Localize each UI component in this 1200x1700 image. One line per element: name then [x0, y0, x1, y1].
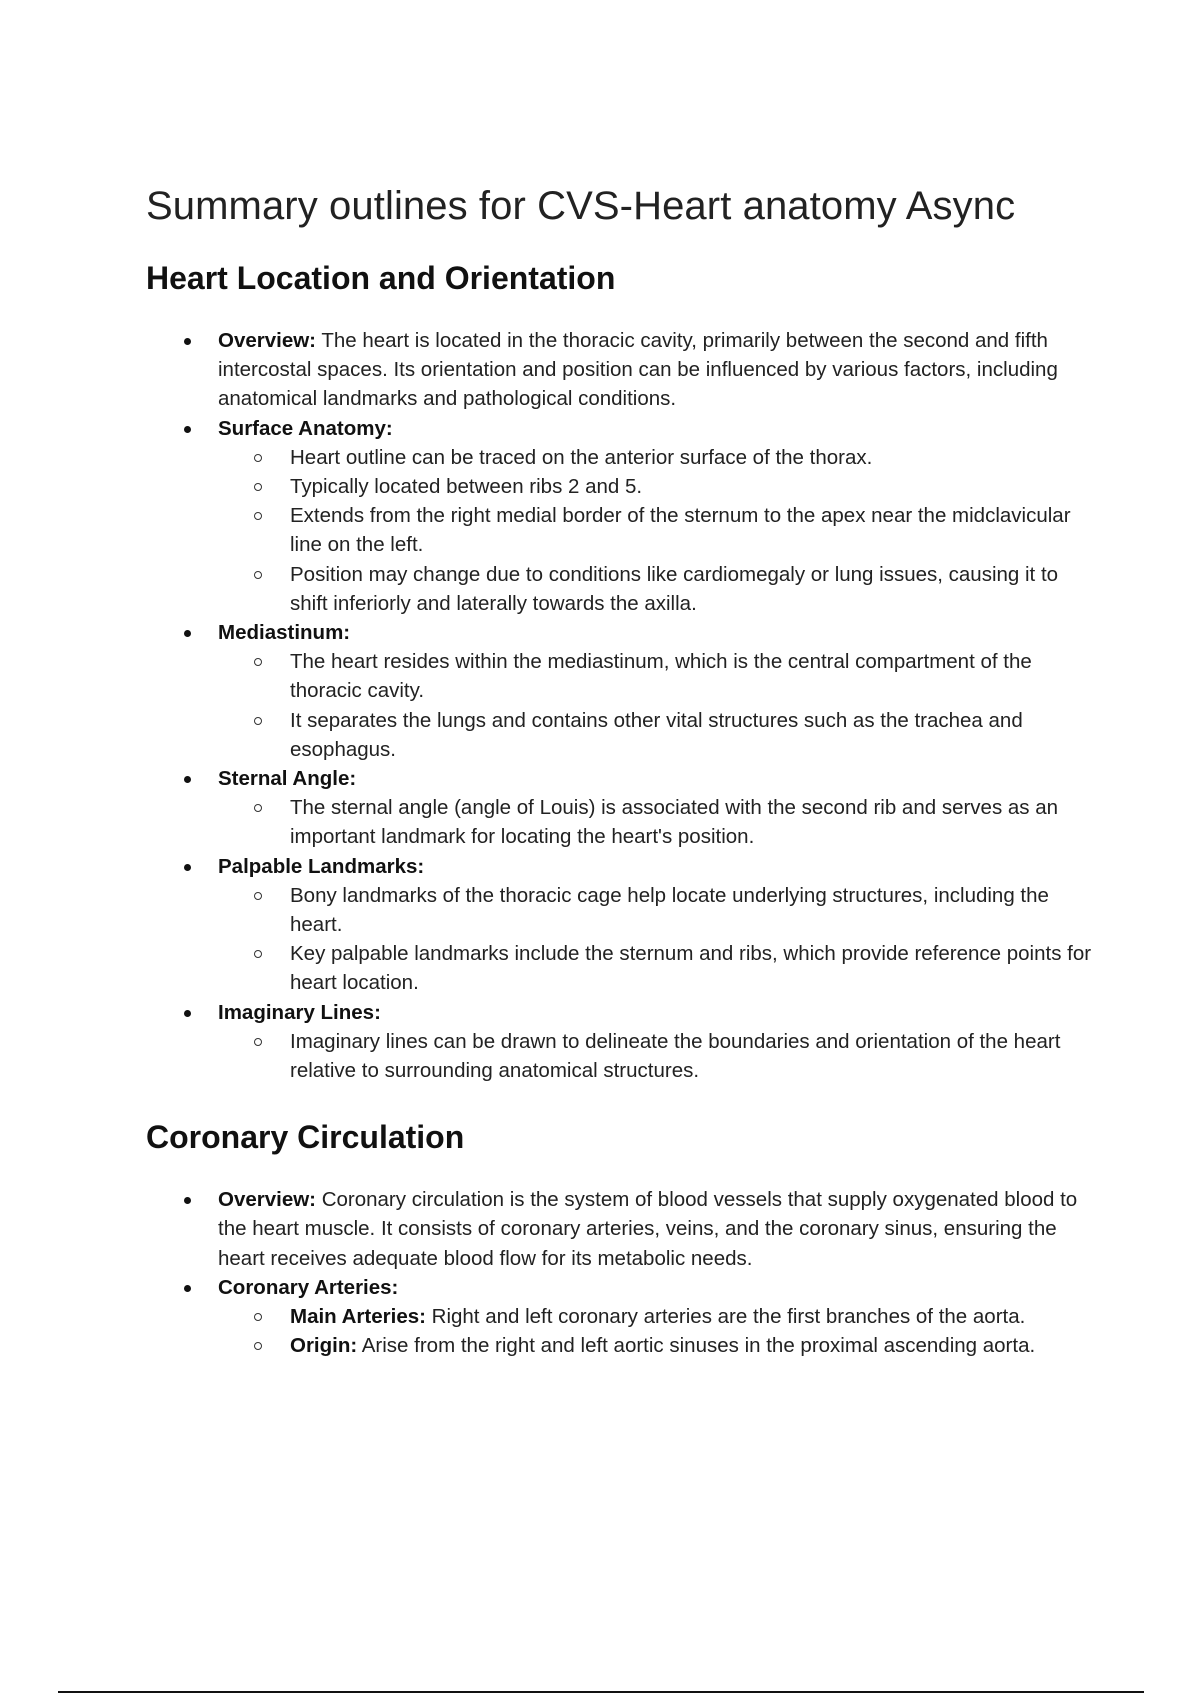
list-item-surface-anatomy: [146, 414, 1096, 618]
footer-divider: [58, 1691, 1144, 1693]
sub-list-item-main-arteries: [218, 1302, 1096, 1331]
section-heading-coronary-circulation: Coronary Circulation: [146, 1119, 465, 1156]
coronary-circulation-list: [146, 1185, 1096, 1360]
heart-location-list: [146, 326, 1096, 1085]
sub-list: [218, 793, 1096, 851]
sub-list-item: Imaginary lines can be drawn to delineate the boundaries and orientation of the heart relative to surrounding anatomical structures.: [218, 1027, 1096, 1085]
item-label: Mediastinum:: [218, 621, 351, 645]
list-item-palpable-landmarks: [146, 852, 1096, 998]
sub-item-label: Main Arteries:: [290, 1305, 426, 1329]
sub-list-item-origin: [218, 1331, 1096, 1360]
list-item-coronary-arteries: [146, 1273, 1096, 1361]
item-label: Surface Anatomy:: [218, 416, 393, 440]
sub-list-item: It separates the lungs and contains other vital structures such as the trachea and esophagus.: [218, 706, 1096, 764]
sub-item-label: Origin:: [290, 1334, 358, 1358]
list-item-imaginary-lines: [146, 998, 1096, 1086]
list-item-overview: [146, 1185, 1096, 1273]
sub-list-item: Typically located between ribs 2 and 5.: [218, 472, 1096, 501]
item-label: Sternal Angle:: [218, 767, 357, 791]
sub-list-item: The sternal angle (angle of Louis) is associated with the second rib and serves as an important landmark for locating the heart's position.: [218, 793, 1096, 851]
sub-list-item: Position may change due to conditions like cardiomegaly or lung issues, causing it to shift inferiorly and laterally towards the axilla.: [218, 560, 1096, 618]
document-title: Summary outlines for CVS-Heart anatomy Async: [146, 184, 1016, 228]
sub-item-text: Arise from the right and left aortic sinuses in the proximal ascending aorta.: [357, 1334, 1036, 1358]
sub-list: [218, 443, 1096, 618]
item-text: Coronary circulation is the system of blood vessels that supply oxygenated blood to the heart muscle. It consists of coronary arteries, veins, and the coronary sinus, ensuring the heart receives adequate blood flow for its metabolic needs.: [218, 1188, 1078, 1270]
sub-list-item: Key palpable landmarks include the sternum and ribs, which provide reference points for heart location.: [218, 939, 1096, 997]
item-label: Palpable Landmarks:: [218, 854, 425, 878]
sub-list: [218, 881, 1096, 998]
item-label: Coronary Arteries:: [218, 1275, 399, 1299]
item-label: Overview:: [218, 329, 316, 352]
list-item-sternal-angle: [146, 764, 1096, 852]
document-page: [146, 180, 1096, 1361]
item-label: Imaginary Lines:: [218, 1000, 381, 1024]
section-heading-heart-location: Heart Location and Orientation: [146, 260, 616, 296]
sub-list: [218, 1302, 1096, 1360]
list-item-mediastinum: [146, 618, 1096, 764]
list-item-overview: [146, 326, 1096, 414]
item-label: Overview:: [218, 1188, 316, 1212]
sub-list-item: Extends from the right medial border of the sternum to the apex near the midclavicular line on the left.: [218, 501, 1096, 559]
sub-item-text: Right and left coronary arteries are the first branches of the aorta.: [425, 1305, 1026, 1329]
item-text: The heart is located in the thoracic cavity, primarily between the second and fifth intercostal spaces. Its orientation and position can be influenced by various factors, including anatomical landmarks and pathological conditions.: [218, 329, 1058, 411]
sub-list: [218, 1027, 1096, 1085]
sub-list-item: The heart resides within the mediastinum, which is the central compartment of the thoracic cavity.: [218, 647, 1096, 705]
sub-list-item: Bony landmarks of the thoracic cage help locate underlying structures, including the heart.: [218, 881, 1096, 939]
sub-list-item: Heart outline can be traced on the anterior surface of the thorax.: [218, 443, 1096, 472]
sub-list: [218, 647, 1096, 764]
